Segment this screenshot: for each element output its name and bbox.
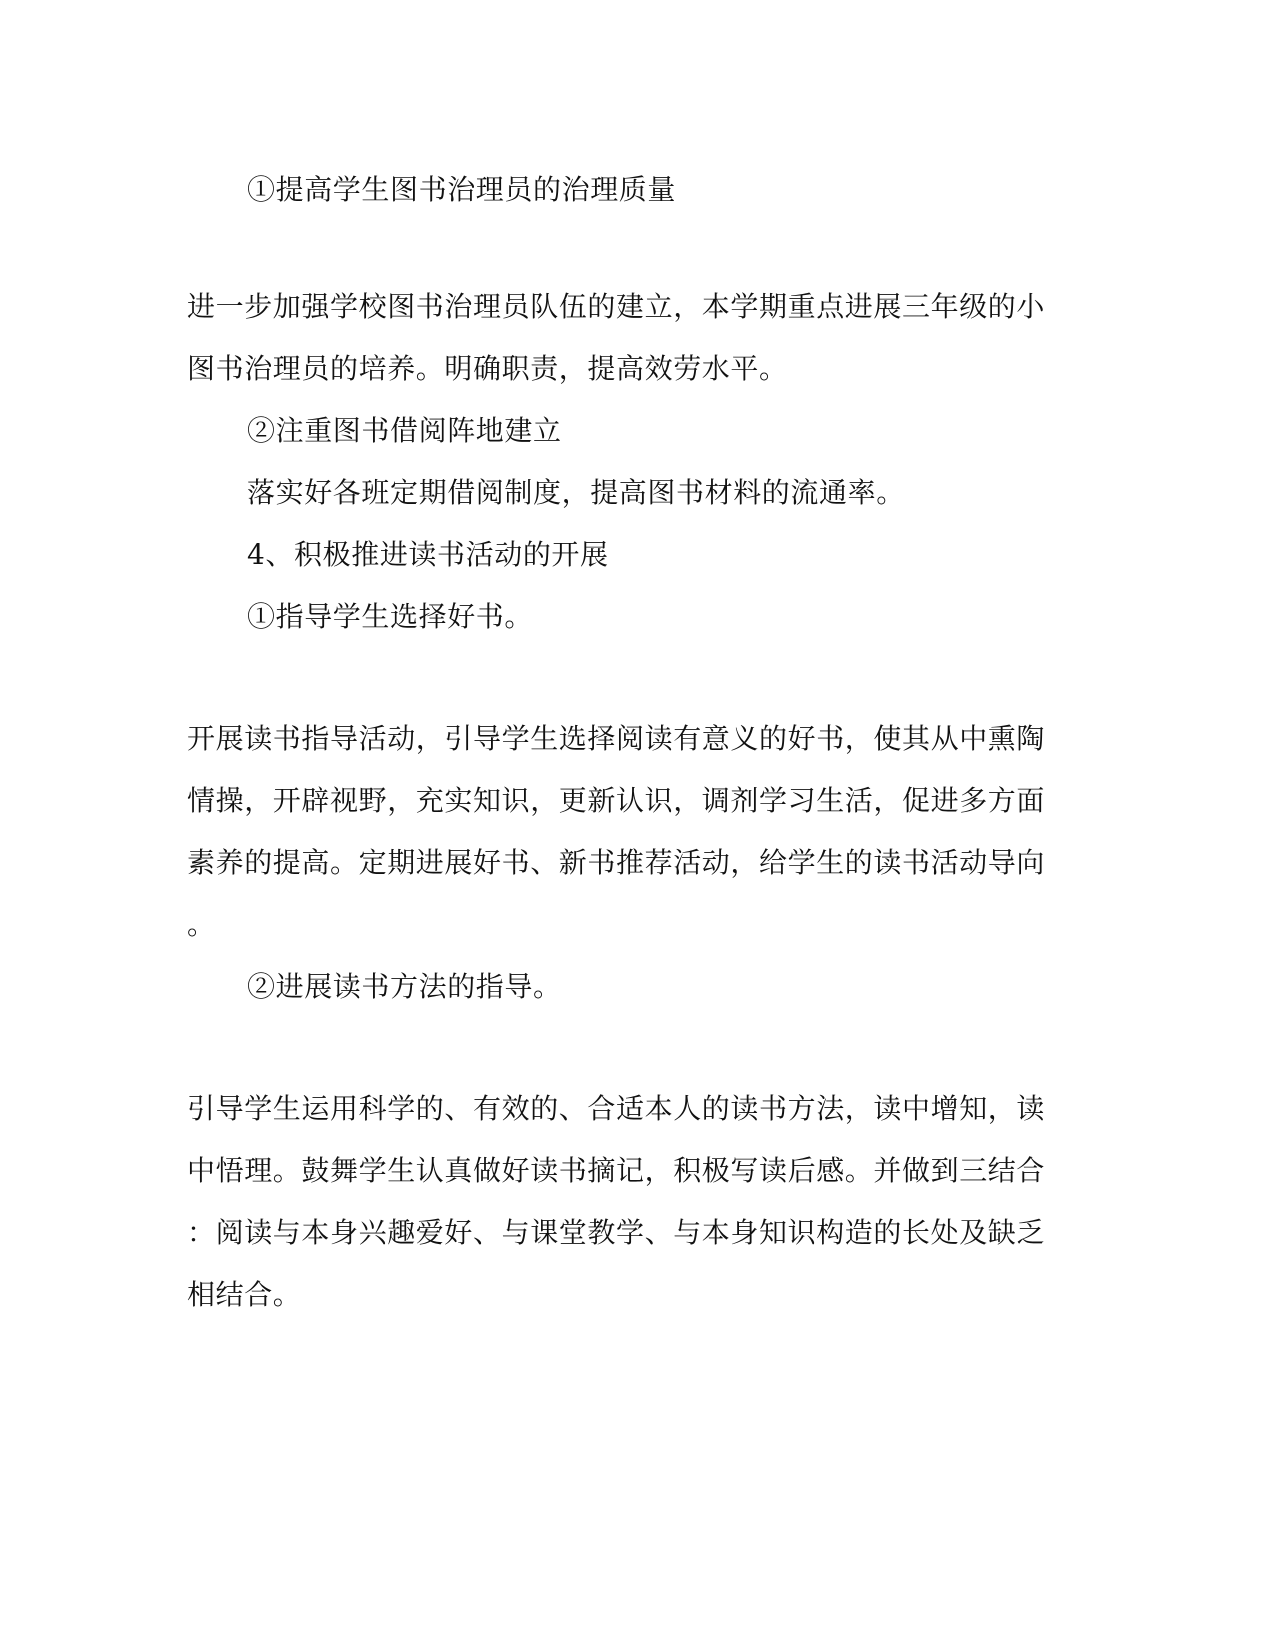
paragraph-line: 。 bbox=[187, 908, 216, 941]
paragraph-line: 情操，开辟视野，充实知识，更新认识，调剂学习生活，促进多方面 bbox=[187, 784, 1046, 817]
paragraph-line: ：阅读与本身兴趣爱好、与课堂教学、与本身知识构造的长处及缺乏 bbox=[187, 1216, 1046, 1249]
paragraph-line: 素养的提高。定期进展好书、新书推荐活动，给学生的读书活动导向 bbox=[187, 846, 1046, 879]
paragraph-line: 落实好各班定期借阅制度，提高图书材料的流通率。 bbox=[247, 476, 905, 509]
subheading-librarian-quality: ①提高学生图书治理员的治理质量 bbox=[247, 173, 677, 206]
paragraph-line: 中悟理。鼓舞学生认真做好读书摘记，积极写读后感。并做到三结合 bbox=[187, 1154, 1046, 1187]
paragraph-line: 进一步加强学校图书治理员队伍的建立，本学期重点进展三年级的小 bbox=[187, 290, 1046, 323]
paragraph-line: 引导学生运用科学的、有效的、合适本人的读书方法，读中增知，读 bbox=[187, 1092, 1046, 1125]
paragraph-line: 开展读书指导活动，引导学生选择阅读有意义的好书，使其从中熏陶 bbox=[187, 722, 1046, 755]
subheading-borrowing-position: ②注重图书借阅阵地建立 bbox=[247, 414, 562, 447]
paragraph-line: 相结合。 bbox=[187, 1278, 302, 1311]
paragraph-line: 图书治理员的培养。明确职责，提高效劳水平。 bbox=[187, 352, 788, 385]
section-heading-reading-activities: 4、积极推进读书活动的开展 bbox=[247, 538, 609, 571]
subheading-reading-methods: ②进展读书方法的指导。 bbox=[247, 970, 562, 1003]
subheading-choose-good-books: ①指导学生选择好书。 bbox=[247, 600, 534, 633]
